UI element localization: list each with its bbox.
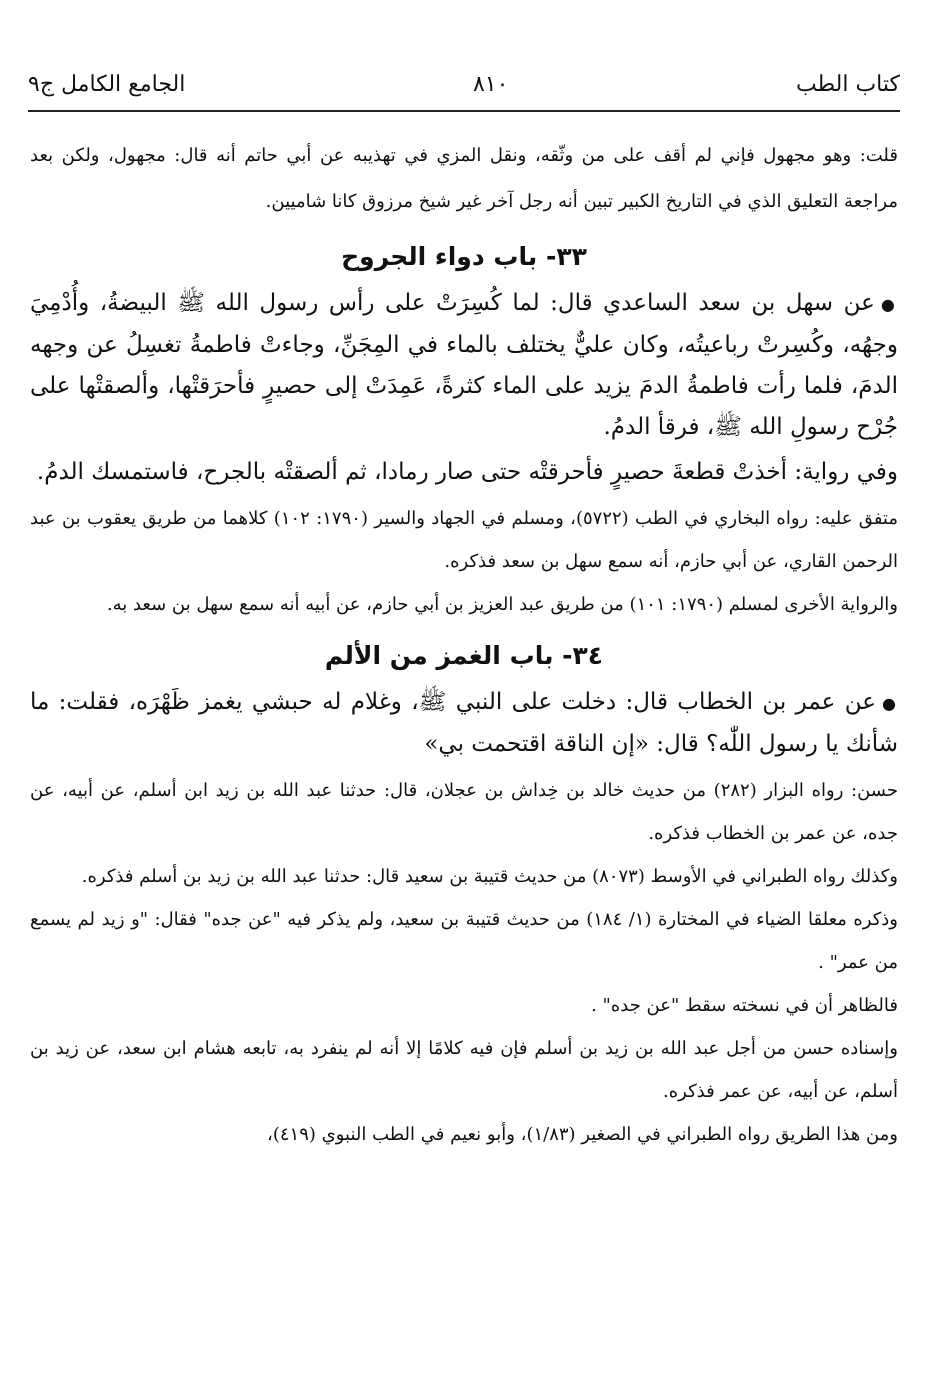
takhrij-paragraph: وكذلك رواه الطبراني في الأوسط (٨٠٧٣) من حديث قتيبة بن سعيد قال: حدثنا عبد الله بن زيد بن أسلم فذكره. bbox=[81, 866, 898, 887]
header-volume-title: الجامع الكامل ج٩ bbox=[28, 71, 186, 97]
hadith-text bbox=[30, 682, 898, 765]
header-divider bbox=[28, 110, 900, 112]
takhrij-paragraph: فالظاهر أن في نسخته سقط "عن جده" . bbox=[591, 995, 898, 1016]
takhrij-paragraph: متفق عليه: رواه البخاري في الطب (٥٧٢٢)، ومسلم في الجهاد والسير (١٧٩٠: ١٠٢) كلاهما من طريق يعقوب بن عبد الرحمن القاري، عن أبي حازم، أنه سمع سهل بن سعد فذكره. bbox=[30, 508, 898, 572]
chapter-heading: ٣٣- باب دواء الجروح bbox=[341, 242, 587, 271]
running-header bbox=[28, 68, 900, 100]
header-book-title: كتاب الطب bbox=[796, 71, 900, 97]
bullet-icon: ● bbox=[881, 694, 898, 713]
hadith-variant: وفي رواية: أخذتْ قطعةَ حصيرٍ فأحرقتْه حتى صار رمادا، ثم ألصقتْه بالجرح، فاستمسك الدمُ. bbox=[36, 459, 898, 485]
chapter-heading: ٣٤- باب الغمز من الألم bbox=[324, 641, 604, 670]
page-body bbox=[30, 133, 898, 1156]
takhrij-paragraph: ومن هذا الطريق رواه الطبراني في الصغير (١/٨٣)، وأبو نعيم في الطب النبوي (٤١٩)، bbox=[267, 1124, 898, 1145]
hadith-text bbox=[30, 283, 898, 448]
hadith-body: عن عمر بن الخطاب قال: دخلت على النبي ﷺ، وغلام له حبشي يغمز ظَهْرَه، فقلت: ما شأنك يا رسول اللّٰه؟ قال: «إن الناقة اقتحمت بي» bbox=[30, 689, 898, 757]
takhrij-paragraph: حسن: رواه البزار (٢٨٢) من حديث خالد بن خِداش بن عجلان، قال: حدثنا عبد الله بن زيد ابن أسلم، عن أبيه، عن جده، عن عمر بن الخطاب فذكره. bbox=[30, 780, 898, 844]
takhrij-paragraph: وذكره معلقا الضياء في المختارة (١/ ١٨٤) من حديث قتيبة بن سعيد، ولم يذكر فيه "عن جده" فقال: "و زيد لم يسمع من عمر" . bbox=[30, 909, 899, 973]
takhrij-paragraph: وإسناده حسن من أجل عبد الله بن زيد بن أسلم فإن فيه كلامًا إلا أنه لم ينفرد به، تابعه هشام ابن سعد، عن زيد بن أسلم، عن أبيه، عن عمر فذكره. bbox=[30, 1038, 898, 1102]
bullet-icon: ● bbox=[880, 295, 898, 314]
page-number: ٨١٠ bbox=[472, 71, 509, 97]
hadith-body: عن سهل بن سعد الساعدي قال: لما كُسِرَتْ على رأس رسول الله ﷺ البيضةُ، وأُدْمِيَ وجهُه، وكُسِرتْ رباعيتُه، وكان عليٌّ يختلف بالماء في المِجَنِّ، وجاءتْ فاطمةُ تغسِلُ عن وجهه الدمَ، فلما رأت فاطمةُ الدمَ يزيد على الماء كثرةً، عَمِدَتْ إلى حصيرٍ فأحرَقتْها، وألصقتْها على جُرْح رسولِ الله ﷺ، فرقأ الدمُ. bbox=[30, 290, 898, 440]
commentary-paragraph: قلت: وهو مجهول فإني لم أقف على من وثّقه، ونقل المزي في تهذيبه عن أبي حاتم أنه قال: مجهول، ولكن بعد مراجعة التعليق الذي في التاريخ الكبير تبين أنه رجل آخر غير شيخ مرزوق كانا شاميين. bbox=[30, 145, 898, 212]
takhrij-paragraph: والرواية الأخرى لمسلم (١٧٩٠: ١٠١) من طريق عبد العزيز بن أبي حازم، عن أبيه أنه سمع سهل بن سعد به. bbox=[106, 594, 898, 615]
